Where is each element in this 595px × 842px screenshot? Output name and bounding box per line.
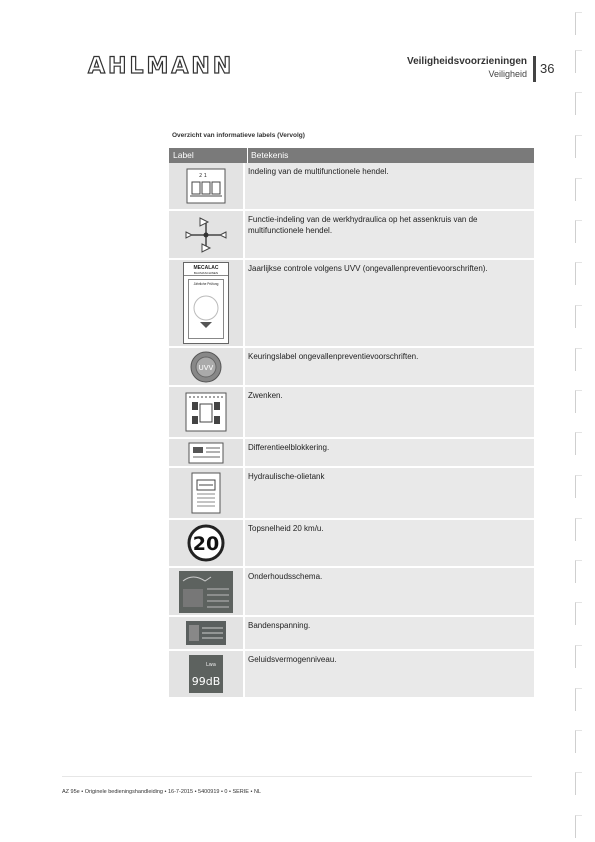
sound-power-unit: Lwa (206, 662, 216, 668)
page-number: 36 (540, 61, 555, 76)
row-text: Topsnelheid 20 km/u. (245, 520, 534, 566)
inspection-label-icon (169, 260, 245, 346)
maintenance-chart-icon (169, 568, 245, 615)
diff-lock-icon (169, 439, 245, 466)
table-row (169, 387, 534, 439)
mecalac-subtitle: BAUMASCHINEN (184, 271, 228, 276)
row-text: Hydraulische-olietank (245, 468, 534, 518)
col-meaning-header: Betekenis (251, 150, 289, 160)
table-caption: Overzicht van informatieve labels (Vervolg) (172, 132, 305, 139)
table-row (169, 651, 534, 699)
subsection-title: Veiligheid (488, 69, 527, 79)
lever-layout-icon (169, 163, 245, 209)
row-text: Indeling van de multifunctionele hendel. (245, 163, 534, 209)
header-divider (533, 56, 536, 82)
uvv-seal-icon (169, 348, 245, 385)
row-text: Functie-indeling van de werkhydraulica op het assenkruis van de multifunctionele hendel. (245, 211, 534, 258)
table-row (169, 260, 534, 348)
speed-limit-icon (169, 520, 245, 566)
ahlmann-logo: AHLMANN (88, 54, 235, 79)
table-row (169, 520, 534, 568)
row-text: Onderhoudsschema. (245, 568, 534, 615)
hydraulic-cross-icon (169, 211, 245, 258)
footer-divider (62, 776, 532, 777)
mecalac-logo: MECALAC (193, 265, 219, 271)
table-row (169, 163, 534, 211)
section-title: Veiligheidsvoorzieningen (406, 56, 527, 67)
table-row (169, 617, 534, 651)
speed-limit-value: 20 (192, 533, 220, 555)
row-text: Keuringslabel ongevallenpreventievoorschriften. (245, 348, 534, 385)
col-label-header: Label (169, 148, 248, 163)
svg-text:2 1: 2 1 (199, 173, 207, 179)
table-row (169, 211, 534, 260)
uvv-seal-text: UVV (198, 363, 214, 372)
thumb-tabs (575, 0, 585, 842)
sound-power-value: 99dB (191, 675, 221, 688)
table-row (169, 468, 534, 520)
table-row (169, 348, 534, 387)
table-row (169, 568, 534, 617)
row-text: Jaarlijkse controle volgens UVV (ongevallenpreventievoorschriften). (245, 260, 534, 346)
row-text: Differentieelblokkering. (245, 439, 534, 466)
tire-pressure-icon (169, 617, 245, 649)
row-text: Zwenken. (245, 387, 534, 437)
oil-tank-icon (169, 468, 245, 518)
footer-text: AZ 95e • Originele bedieningshandleiding • 16-7-2015 • 5400919 • 0 • SERIE • NL (62, 789, 261, 795)
inspection-card-text: Jährliche Prüfung (193, 282, 219, 286)
row-text: Bandenspanning. (245, 617, 534, 649)
row-text: Geluidsvermogenniveau. (245, 651, 534, 697)
steering-icon (169, 387, 245, 437)
table-row (169, 439, 534, 468)
labels-table (169, 148, 534, 699)
sound-power-icon (169, 651, 245, 697)
table-header (169, 148, 534, 163)
